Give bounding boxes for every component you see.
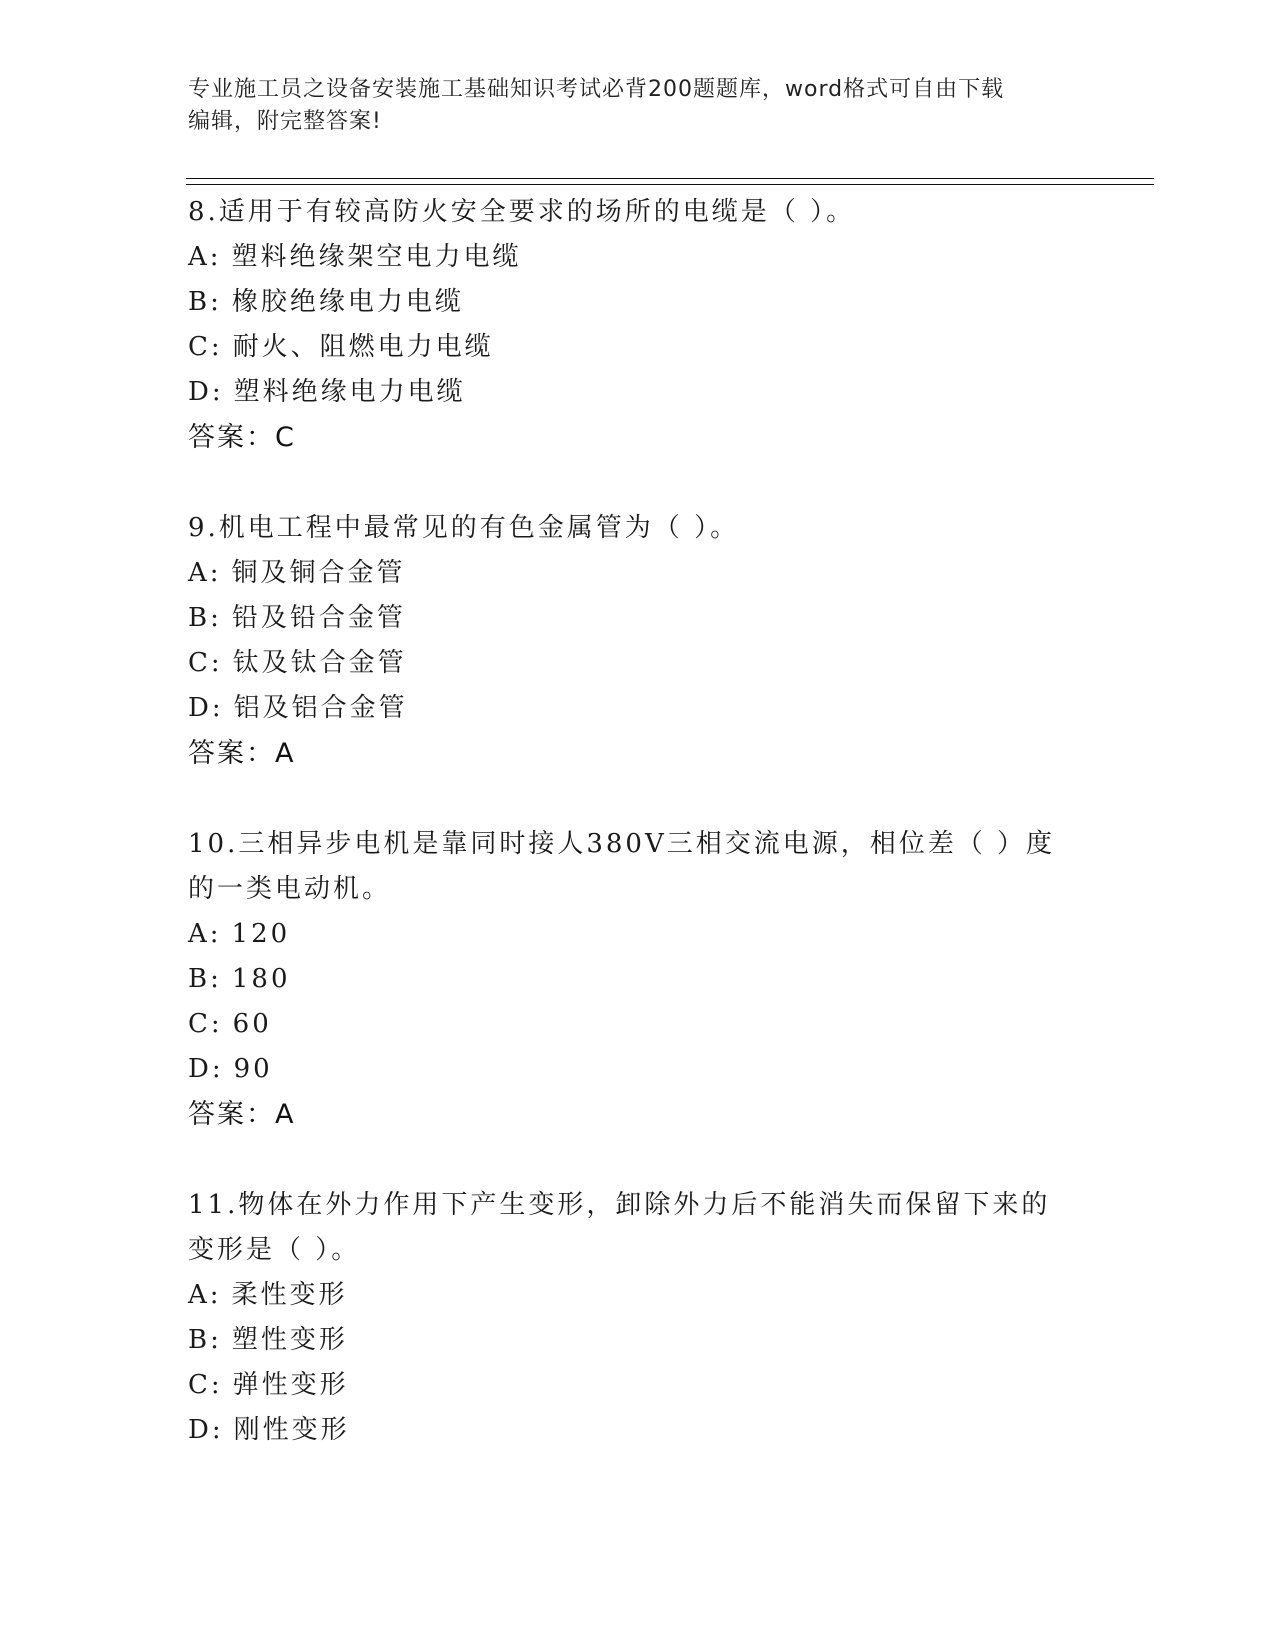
option-label: D: — [188, 377, 224, 407]
option-label: C: — [188, 1009, 223, 1039]
option-label: A: — [188, 919, 222, 949]
option-text: 120 — [231, 919, 291, 949]
option-c — [188, 1363, 1088, 1408]
option-label: A: — [188, 558, 222, 588]
option-text: 柔性变形 — [231, 1280, 348, 1310]
question-spacer — [188, 1137, 1088, 1183]
option-c — [188, 641, 1088, 686]
option-b — [188, 596, 1088, 641]
option-b — [188, 1318, 1088, 1363]
option-a — [188, 551, 1088, 596]
document-header — [188, 74, 1088, 138]
option-text: 塑料绝缘架空电力电缆 — [231, 242, 522, 272]
header-divider-top — [186, 178, 1154, 179]
option-label: B: — [188, 964, 222, 994]
option-text: 塑料绝缘电力电缆 — [233, 377, 466, 407]
option-label: B: — [188, 1325, 222, 1355]
option-label: C: — [188, 1370, 223, 1400]
option-d — [188, 686, 1088, 731]
question-stem: 11.物体在外力作用下产生变形，卸除外力后不能消失而保留下来的变形是（ ）。 — [188, 1190, 1051, 1265]
option-a — [188, 1273, 1088, 1318]
answer-line: 答案：A — [188, 738, 296, 769]
option-c — [188, 325, 1088, 370]
option-b — [188, 280, 1088, 325]
option-text: 60 — [232, 1009, 272, 1039]
option-b — [188, 957, 1088, 1002]
option-text: 90 — [233, 1054, 273, 1084]
option-text: 铅及铅合金管 — [231, 603, 406, 633]
option-d — [188, 1047, 1088, 1092]
option-label: B: — [188, 287, 222, 317]
option-label: A: — [188, 1280, 222, 1310]
question-stem: 8.适用于有较高防火安全要求的场所的电缆是（ ）。 — [188, 197, 856, 227]
option-label: D: — [188, 1054, 224, 1084]
question-8 — [188, 190, 1088, 460]
option-label: C: — [188, 332, 223, 362]
question-stem: 10.三相异步电机是靠同时接人380V三相交流电源，相位差（ ）度的一类电动机。 — [188, 829, 1056, 904]
option-text: 铝及铝合金管 — [233, 693, 408, 723]
option-d — [188, 1408, 1088, 1453]
answer-line: 答案：C — [188, 422, 296, 453]
question-list — [188, 190, 1088, 1453]
option-text: 塑性变形 — [231, 1325, 348, 1355]
question-spacer — [188, 460, 1088, 506]
question-9 — [188, 506, 1088, 776]
option-text: 橡胶绝缘电力电缆 — [231, 287, 464, 317]
option-text: 弹性变形 — [232, 1370, 349, 1400]
answer-line: 答案：A — [188, 1099, 296, 1130]
option-label: D: — [188, 693, 224, 723]
option-d — [188, 370, 1088, 415]
option-label: C: — [188, 648, 223, 678]
option-label: D: — [188, 1415, 224, 1445]
option-text: 180 — [231, 964, 291, 994]
option-text: 耐火、阻燃电力电缆 — [232, 332, 494, 362]
option-label: B: — [188, 603, 222, 633]
option-text: 钛及钛合金管 — [232, 648, 407, 678]
header-divider-bottom — [186, 184, 1154, 185]
header-line-1: 专业施工员之设备安装施工基础知识考试必背200题题库，word格式可自由下载 — [188, 77, 1005, 102]
option-a — [188, 235, 1088, 280]
question-11 — [188, 1183, 1088, 1453]
option-c — [188, 1002, 1088, 1047]
option-a — [188, 912, 1088, 957]
option-text: 铜及铜合金管 — [231, 558, 406, 588]
option-text: 刚性变形 — [233, 1415, 350, 1445]
question-spacer — [188, 776, 1088, 822]
question-stem: 9.机电工程中最常见的有色金属管为（ ）。 — [188, 513, 740, 543]
option-label: A: — [188, 242, 222, 272]
question-10 — [188, 822, 1088, 1137]
header-line-2: 编辑，附完整答案! — [188, 109, 382, 134]
